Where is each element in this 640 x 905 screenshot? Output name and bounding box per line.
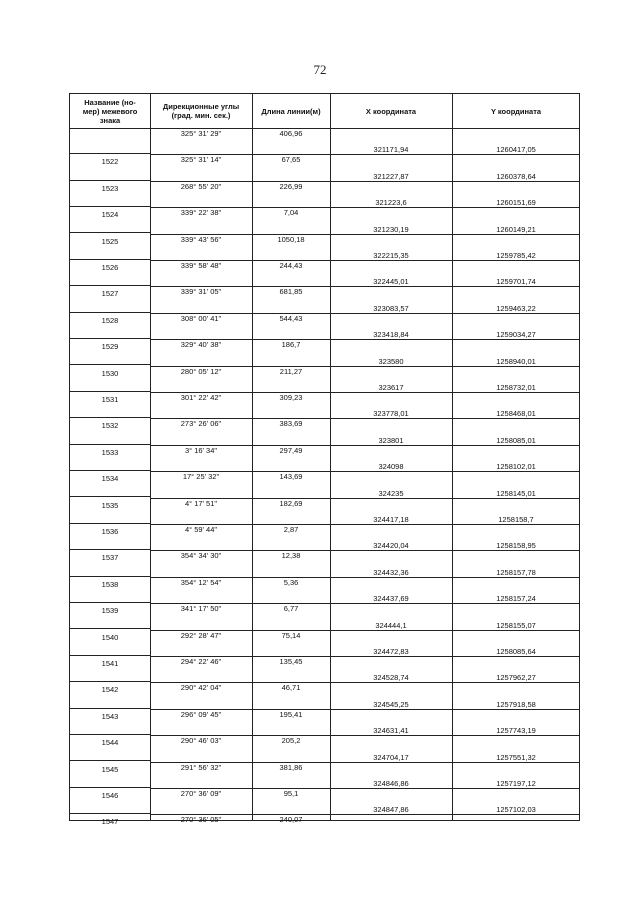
angle-cell: 292° 28' 47" — [180, 630, 222, 640]
angle-cell: 308° 00' 41" — [180, 313, 222, 323]
y-coordinate-cell: 1258102,01 — [496, 462, 536, 472]
point-name-cell: 1541 — [101, 659, 119, 668]
coordinate-divider — [330, 392, 579, 393]
point-name-cell: 1526 — [101, 263, 119, 272]
x-coordinate-cell: 323617 — [378, 383, 404, 392]
x-coordinate-cell: 324437,69 — [373, 594, 409, 604]
angle-cell: 291° 56' 32" — [180, 762, 222, 772]
length-cell: 7,04 — [283, 208, 299, 218]
point-name-cell: 1527 — [101, 289, 119, 299]
name-divider — [70, 760, 150, 761]
y-coordinate-cell: 1257551,32 — [496, 752, 536, 762]
point-name-cell: 1542 — [101, 685, 119, 695]
point-name-cell: 1533 — [101, 447, 119, 457]
y-coordinate-cell: 1257743,19 — [496, 726, 536, 736]
coordinate-divider — [330, 735, 579, 736]
length-cell: 12,38 — [281, 551, 301, 561]
x-coordinate-cell: 323801 — [378, 435, 404, 445]
x-coordinate-cell: 323083,57 — [373, 303, 409, 313]
x-coordinate-cell: 323580 — [378, 356, 404, 366]
length-cell: 67,65 — [281, 155, 301, 165]
y-coordinate-cell: 1260417,05 — [496, 145, 536, 155]
angle-cell: 268° 55' 20" — [180, 181, 222, 191]
x-coordinate-cell: 322215,35 — [373, 251, 409, 260]
x-coordinate-cell: 324631,41 — [373, 726, 409, 736]
segment-divider — [150, 577, 330, 578]
y-coordinate-cell: 1258145,01 — [496, 488, 536, 498]
length-cell: 186,7 — [281, 340, 301, 350]
name-divider — [70, 364, 150, 365]
point-name-cell: 1523 — [101, 183, 119, 193]
name-divider — [70, 549, 150, 550]
page-number: 72 — [313, 62, 327, 77]
angle-cell: 341° 17' 50" — [180, 604, 222, 614]
y-coordinate-cell: 1258158,95 — [496, 541, 536, 551]
coordinate-divider — [330, 603, 579, 604]
length-cell: 75,14 — [281, 630, 301, 640]
length-cell: 2,87 — [283, 525, 299, 534]
segment-divider — [150, 260, 330, 261]
segment-divider — [150, 524, 330, 525]
length-cell: 240,07 — [279, 815, 303, 825]
segment-divider — [150, 392, 330, 393]
x-coordinate-cell: 324528,74 — [373, 673, 409, 683]
angle-cell: 270° 36' 05" — [180, 815, 222, 825]
point-name-cell: 1538 — [101, 579, 119, 589]
segment-divider — [150, 550, 330, 551]
coordinate-divider — [330, 788, 579, 789]
y-coordinate-cell: 1260378,64 — [496, 171, 536, 181]
coordinate-divider — [330, 471, 579, 472]
x-coordinate-cell: 324444,1 — [375, 620, 407, 630]
angle-cell: 290° 42' 04" — [180, 683, 222, 693]
y-coordinate-cell: 1257102,03 — [496, 805, 536, 815]
coordinate-divider — [330, 181, 579, 182]
header-name: Название (но- мер) межевого знака — [82, 97, 138, 125]
segment-divider — [150, 366, 330, 367]
length-cell: 226,99 — [279, 181, 303, 191]
length-cell: 383,69 — [279, 419, 303, 429]
segment-divider — [150, 603, 330, 604]
y-coordinate-cell: 1257918,58 — [496, 699, 536, 709]
angle-cell: 290° 46' 03" — [180, 736, 222, 746]
length-cell: 381,86 — [279, 762, 303, 772]
name-divider — [70, 417, 150, 418]
point-name-cell: 1546 — [101, 791, 119, 800]
point-name-cell: 1537 — [101, 553, 119, 563]
coordinate-divider — [330, 260, 579, 261]
point-name-cell: 1531 — [101, 395, 119, 404]
segment-divider — [150, 418, 330, 419]
x-coordinate-cell: 321230,19 — [373, 224, 409, 234]
angle-cell: 339° 58' 48" — [180, 261, 222, 270]
name-divider — [70, 391, 150, 392]
angle-cell: 354° 12' 54" — [180, 577, 222, 587]
point-name-cell: 1530 — [101, 368, 119, 378]
angle-cell: 325° 31' 14" — [180, 155, 222, 165]
point-name-cell: 1543 — [101, 711, 119, 721]
y-coordinate-cell: 1258155,07 — [496, 620, 536, 630]
name-divider — [70, 496, 150, 497]
y-coordinate-cell: 1257962,27 — [496, 673, 536, 683]
point-name-cell: 1540 — [101, 632, 119, 642]
point-name-cell: 1529 — [101, 342, 119, 352]
name-divider — [70, 444, 150, 445]
name-divider — [70, 813, 150, 814]
y-coordinate-cell: 1258940,01 — [496, 356, 536, 366]
point-name-cell: 1534 — [101, 474, 119, 484]
header-length: Длина линии(м) — [261, 106, 321, 116]
y-coordinate-cell: 1258085,01 — [496, 435, 536, 445]
point-name-cell: 1536 — [101, 527, 119, 536]
point-name-cell: 1544 — [101, 738, 119, 748]
segment-divider — [150, 630, 330, 631]
name-divider — [70, 470, 150, 471]
length-cell: 6,77 — [283, 604, 299, 614]
x-coordinate-cell: 324545,25 — [373, 699, 409, 709]
header-x: X координата — [365, 106, 417, 116]
y-coordinate-cell: 1259701,74 — [496, 277, 536, 287]
angle-cell: 280° 05' 12" — [180, 366, 222, 376]
y-coordinate-cell: 1259463,22 — [496, 303, 536, 313]
x-coordinate-cell: 324432,36 — [373, 567, 409, 577]
length-cell: 681,85 — [279, 287, 303, 297]
point-name-cell: 1528 — [101, 315, 119, 325]
angle-cell: 17° 25' 32" — [182, 472, 220, 482]
y-coordinate-cell: 1257197,12 — [496, 779, 536, 788]
y-coordinate-cell: 1258157,24 — [496, 594, 536, 604]
name-divider — [70, 206, 150, 207]
point-name-cell: 1535 — [101, 500, 119, 510]
x-coordinate-cell: 321171,94 — [373, 145, 409, 155]
coordinate-divider — [330, 207, 579, 208]
coordinate-divider — [330, 577, 579, 578]
segment-divider — [150, 234, 330, 235]
point-name-cell: 1545 — [101, 764, 119, 774]
y-coordinate-cell: 1258085,64 — [496, 647, 536, 656]
coordinate-divider — [330, 498, 579, 499]
segment-divider — [150, 445, 330, 446]
length-cell: 135,45 — [279, 657, 303, 666]
length-cell: 1050,18 — [277, 234, 305, 244]
x-coordinate-cell: 324472,83 — [373, 647, 409, 656]
angle-cell: 3° 16' 34" — [184, 445, 218, 455]
segment-divider — [150, 313, 330, 314]
length-cell: 46,71 — [281, 683, 301, 693]
y-coordinate-cell: 1258157,78 — [496, 567, 536, 577]
segment-divider — [150, 735, 330, 736]
angle-cell: 270° 36' 09" — [180, 789, 222, 798]
coordinate-divider — [330, 814, 579, 815]
segment-divider — [150, 181, 330, 182]
angle-cell: 296° 09' 45" — [180, 709, 222, 719]
name-divider — [70, 232, 150, 233]
segment-divider — [150, 498, 330, 499]
name-divider — [70, 628, 150, 629]
y-coordinate-cell: 1258468,01 — [496, 409, 536, 419]
coordinate-divider — [330, 709, 579, 710]
coordinate-divider — [330, 762, 579, 763]
coordinate-divider — [330, 630, 579, 631]
angle-cell: 339° 22' 38" — [180, 208, 222, 218]
coordinate-divider — [330, 339, 579, 340]
name-divider — [70, 576, 150, 577]
name-divider — [70, 153, 150, 154]
coordinate-divider — [330, 286, 579, 287]
x-coordinate-cell: 324417,18 — [373, 515, 409, 524]
point-name-cell: 1547 — [101, 817, 119, 827]
y-coordinate-cell: 1259785,42 — [496, 251, 536, 260]
name-divider — [70, 180, 150, 181]
name-divider — [70, 338, 150, 339]
x-coordinate-cell: 324846,86 — [373, 779, 409, 788]
length-cell: 95,1 — [283, 789, 299, 798]
x-coordinate-cell: 321227,87 — [373, 171, 409, 181]
name-divider — [70, 708, 150, 709]
length-cell: 544,43 — [279, 313, 303, 323]
coordinate-divider — [330, 656, 579, 657]
name-divider — [70, 787, 150, 788]
segment-divider — [150, 207, 330, 208]
angle-cell: 301° 22' 42" — [180, 393, 222, 402]
y-coordinate-cell: 1259034,27 — [496, 330, 536, 340]
name-divider — [70, 285, 150, 286]
angle-cell: 294° 22' 46" — [180, 657, 222, 666]
name-divider — [70, 655, 150, 656]
y-coordinate-cell: 1258158,7 — [498, 515, 534, 524]
name-divider — [70, 734, 150, 735]
length-cell: 195,41 — [279, 709, 303, 719]
coordinate-divider — [330, 550, 579, 551]
segment-divider — [150, 788, 330, 789]
coordinate-divider — [330, 234, 579, 235]
segment-divider — [150, 154, 330, 155]
x-coordinate-cell: 324704,17 — [373, 752, 409, 762]
length-cell: 406,96 — [279, 129, 303, 138]
coordinate-divider — [330, 445, 579, 446]
coordinate-divider — [330, 524, 579, 525]
name-divider — [70, 312, 150, 313]
coordinate-divider — [330, 313, 579, 314]
angle-cell: 329° 40' 38" — [180, 340, 222, 350]
x-coordinate-cell: 322445,01 — [373, 277, 409, 287]
length-cell: 143,69 — [279, 472, 303, 482]
y-coordinate-cell: 1258732,01 — [496, 383, 536, 392]
segment-divider — [150, 709, 330, 710]
x-coordinate-cell: 323778,01 — [373, 409, 409, 419]
coordinate-divider — [330, 154, 579, 155]
name-divider — [70, 602, 150, 603]
coordinate-divider — [330, 366, 579, 367]
segment-divider — [150, 682, 330, 683]
point-name-cell: 1524 — [101, 210, 119, 220]
length-cell: 211,27 — [279, 366, 303, 376]
point-name-cell: 1532 — [101, 421, 119, 431]
y-coordinate-cell: 1260151,69 — [496, 198, 536, 208]
angle-cell: 4° 17' 51" — [184, 498, 218, 508]
coordinates-table — [69, 93, 580, 827]
segment-divider — [150, 656, 330, 657]
x-coordinate-cell: 324420,04 — [373, 541, 409, 551]
segment-divider — [150, 814, 330, 815]
angle-cell: 354° 34' 30" — [180, 551, 222, 561]
x-coordinate-cell: 321223,6 — [375, 198, 407, 208]
name-divider — [70, 259, 150, 260]
point-name-cell: 1539 — [101, 606, 119, 616]
angle-cell: 4° 59' 44" — [184, 525, 218, 534]
segment-divider — [150, 286, 330, 287]
x-coordinate-cell: 324098 — [378, 462, 404, 472]
coordinate-divider — [330, 418, 579, 419]
coordinate-divider — [330, 682, 579, 683]
y-coordinate-cell: 1260149,21 — [496, 224, 536, 234]
length-cell: 309,23 — [279, 393, 303, 402]
length-cell: 205,2 — [281, 736, 301, 746]
segment-divider — [150, 762, 330, 763]
x-coordinate-cell: 324847,86 — [373, 805, 409, 815]
length-cell: 182,69 — [279, 498, 303, 508]
point-name-cell: 1525 — [101, 236, 119, 246]
angle-cell: 273° 26' 06" — [180, 419, 222, 429]
angle-cell: 325° 31' 29" — [180, 129, 222, 138]
segment-divider — [150, 471, 330, 472]
length-cell: 297,49 — [279, 445, 303, 455]
name-divider — [70, 681, 150, 682]
point-name-cell: 1522 — [101, 157, 119, 167]
length-cell: 5,36 — [283, 577, 299, 587]
x-coordinate-cell: 324235 — [378, 488, 404, 498]
segment-divider — [150, 339, 330, 340]
name-divider — [70, 523, 150, 524]
angle-cell: 339° 31' 05" — [180, 287, 222, 297]
x-coordinate-cell: 323418,84 — [373, 330, 409, 340]
header-angle: Дирекционные углы (град. мин. сек.) — [162, 102, 240, 120]
angle-cell: 339° 43' 56" — [180, 234, 222, 244]
header-y: Y координата — [490, 106, 542, 116]
length-cell: 244,43 — [279, 261, 303, 270]
